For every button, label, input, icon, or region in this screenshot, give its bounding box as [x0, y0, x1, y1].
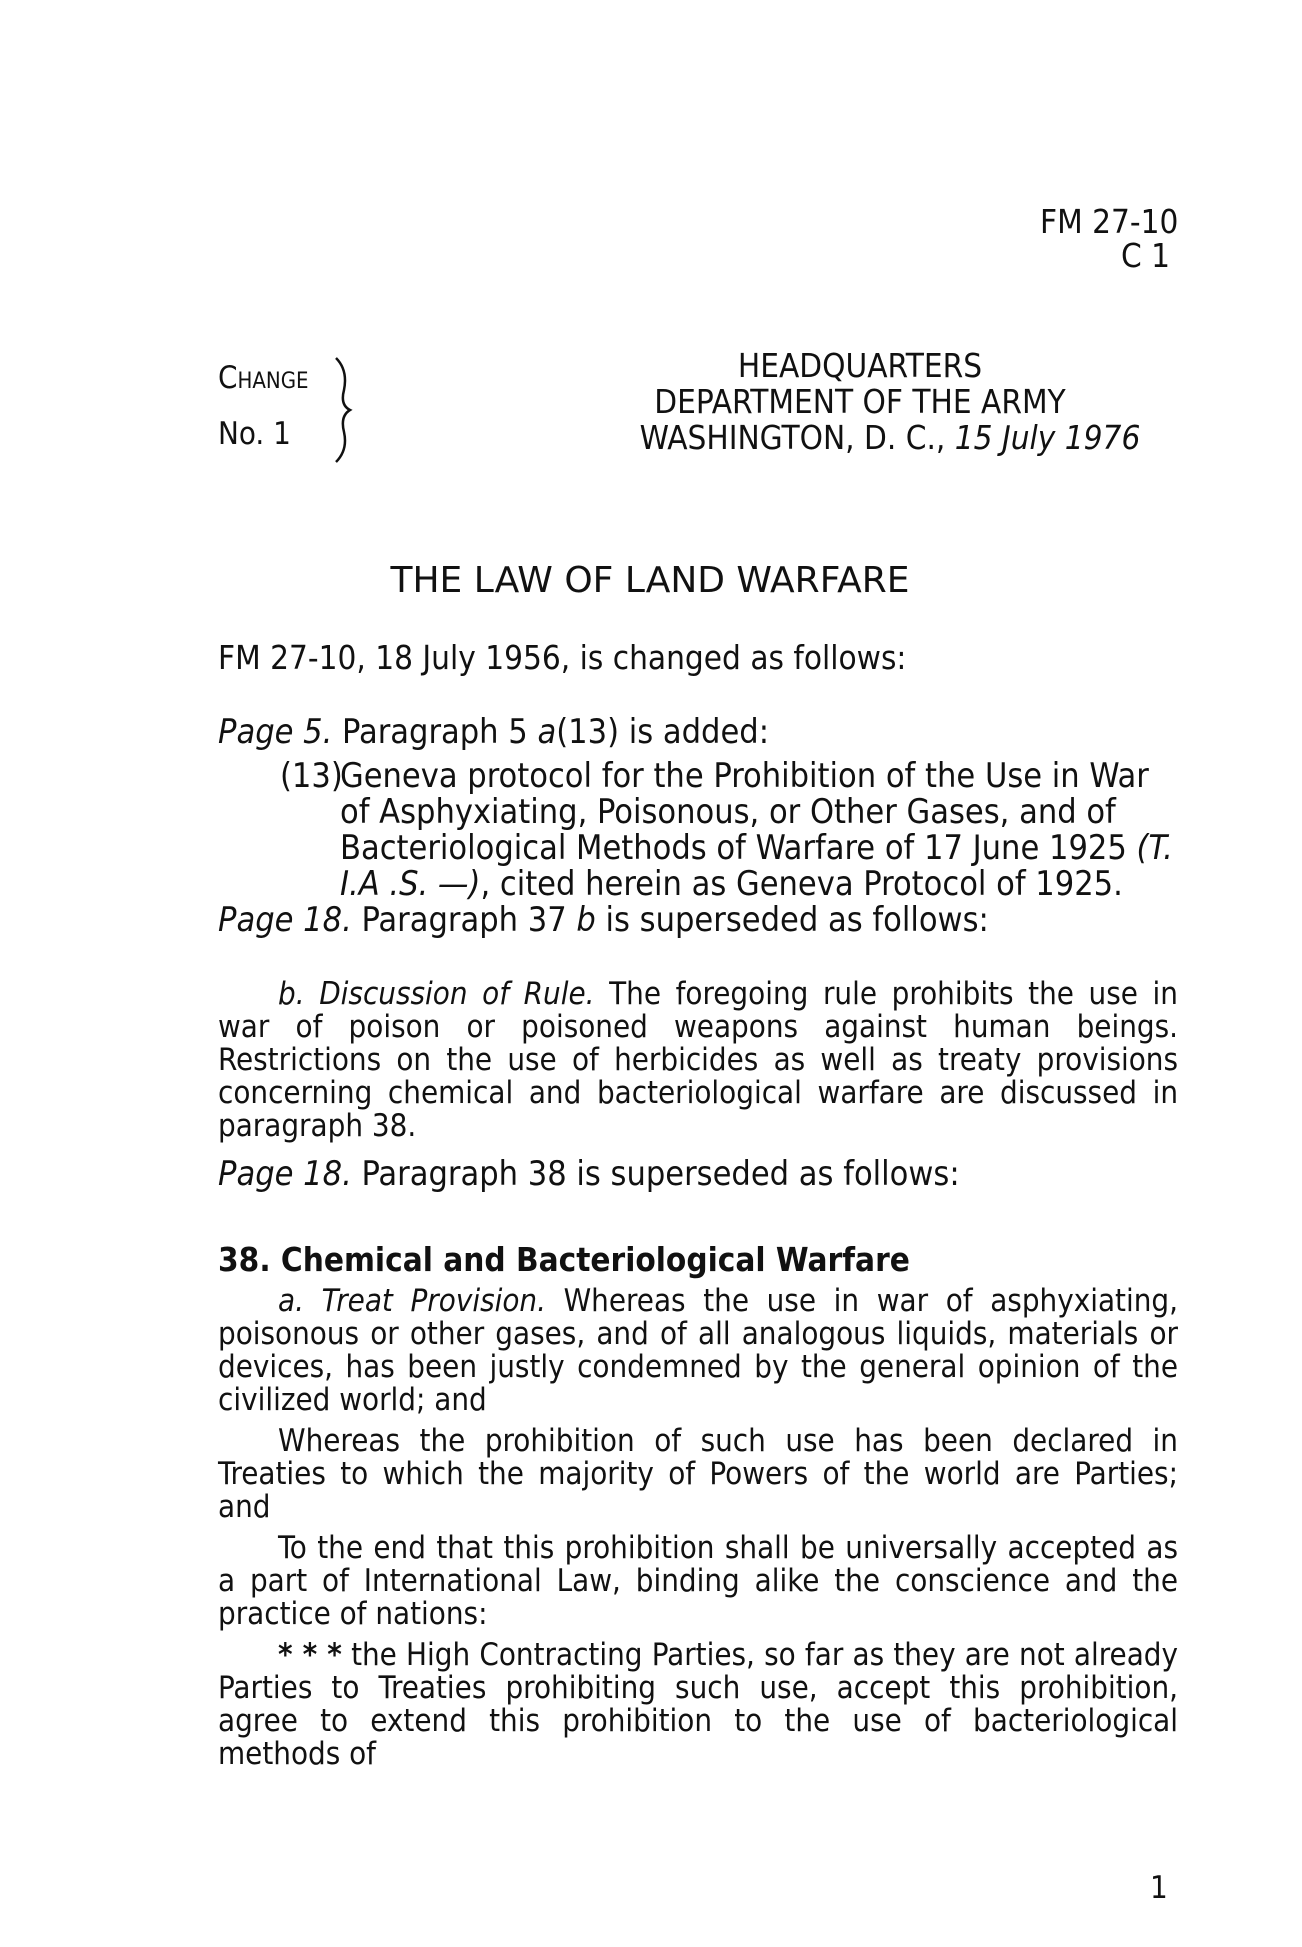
page18b-ref: Page 18.	[218, 1154, 352, 1194]
page5-item	[280, 758, 1180, 902]
page5-letter: a	[537, 712, 557, 752]
section38-para3-text: To the end that this prohibition shall be universally accepted as a part of International Law, binding alike the conscience and the practice of nations:	[218, 1530, 1178, 1632]
page18a-heading	[218, 900, 989, 940]
hq-date: 15 July 1976	[954, 418, 1141, 457]
document-code	[1040, 202, 1179, 275]
hq-location: WASHINGTON, D. C.,	[639, 418, 946, 457]
section38-para2-text: Whereas the prohibition of such use has been declared in Treaties to which the majority of Powers of the world are Parties; and	[218, 1423, 1178, 1525]
page18a-body	[218, 978, 1178, 1143]
hq-line-3	[560, 420, 1160, 456]
page18b-heading	[218, 1154, 960, 1194]
headquarters-block	[560, 348, 1160, 456]
page18a-subtitle: b. Discussion of Rule.	[278, 976, 595, 1012]
page5-item-text: Geneva protocol for the Prohibition of the Use in War of Asphyxiating, Poisonous, or Other Gases, and of Bacteriological Methods of Warfare of 17 June 1925	[340, 756, 1149, 868]
page5-heading-a: Paragraph 5	[342, 712, 528, 752]
page5-heading	[218, 712, 769, 752]
section38-para4	[218, 1639, 1178, 1771]
page5-item-ref: (T. I.A .S. —)	[340, 828, 1173, 904]
section38-body	[218, 1285, 1178, 1779]
intro-line: FM 27-10, 18 July 1956, is changed as follows:	[218, 638, 907, 677]
section38-para4-text: the High Contracting Parties, so far as they are not already Parties to Treaties prohibiting such use, accept this prohibition, agree to extend this prohibition to the use of bacteriological methods of	[218, 1637, 1178, 1772]
change-number: No. 1	[218, 416, 291, 452]
page5-ref: Page 5.	[218, 712, 333, 752]
page5-heading-b: (13) is added:	[556, 712, 770, 752]
page5-item-tail: , cited herein as Geneva Protocol of 1925.	[480, 864, 1123, 904]
page5-item-number: (13)	[280, 756, 343, 796]
hq-line-2: DEPARTMENT OF THE ARMY	[654, 382, 1066, 421]
change-label: Change	[218, 360, 309, 396]
page-title: THE LAW OF LAND WARFARE	[390, 560, 910, 601]
section38-para2	[218, 1425, 1178, 1524]
hq-line-1: HEADQUARTERS	[737, 346, 983, 385]
section38-para1	[218, 1285, 1178, 1417]
page18a-letter: b	[576, 900, 596, 940]
page18a-heading-b: is superseded as follows:	[605, 900, 989, 940]
page18a-ref: Page 18.	[218, 900, 352, 940]
curly-brace-icon	[330, 350, 360, 470]
section38-para3	[218, 1532, 1178, 1631]
section38-title: 38. Chemical and Bacteriological Warfare	[218, 1240, 910, 1279]
section38-stars: * * *	[278, 1637, 342, 1673]
doc-code: FM 27-10	[1040, 202, 1179, 241]
page5-item-text-wrap	[280, 758, 1180, 902]
page-number: 1	[1150, 1870, 1168, 1906]
page18b-heading-text: Paragraph 38 is superseded as follows:	[361, 1154, 960, 1194]
section38-para1-text: Whereas the use in war of asphyxiating, poisonous or other gases, and of all analogous liquids, materials or devices, has been justly condemned by the general opinion of the civilized world; and	[218, 1283, 1178, 1418]
section38-subtitle: a. Treat Provision.	[278, 1283, 546, 1319]
page18a-heading-a: Paragraph 37	[361, 900, 567, 940]
change-block	[218, 350, 309, 462]
change-code: C 1	[1120, 236, 1170, 275]
page18a-text: The foregoing rule prohibits the use in war of poison or poisoned weapons against human beings. Restrictions on the use of herbicides as well as treaty provisions concerning chemical and bacteriological warfare are discussed in paragraph 38.	[218, 976, 1178, 1144]
